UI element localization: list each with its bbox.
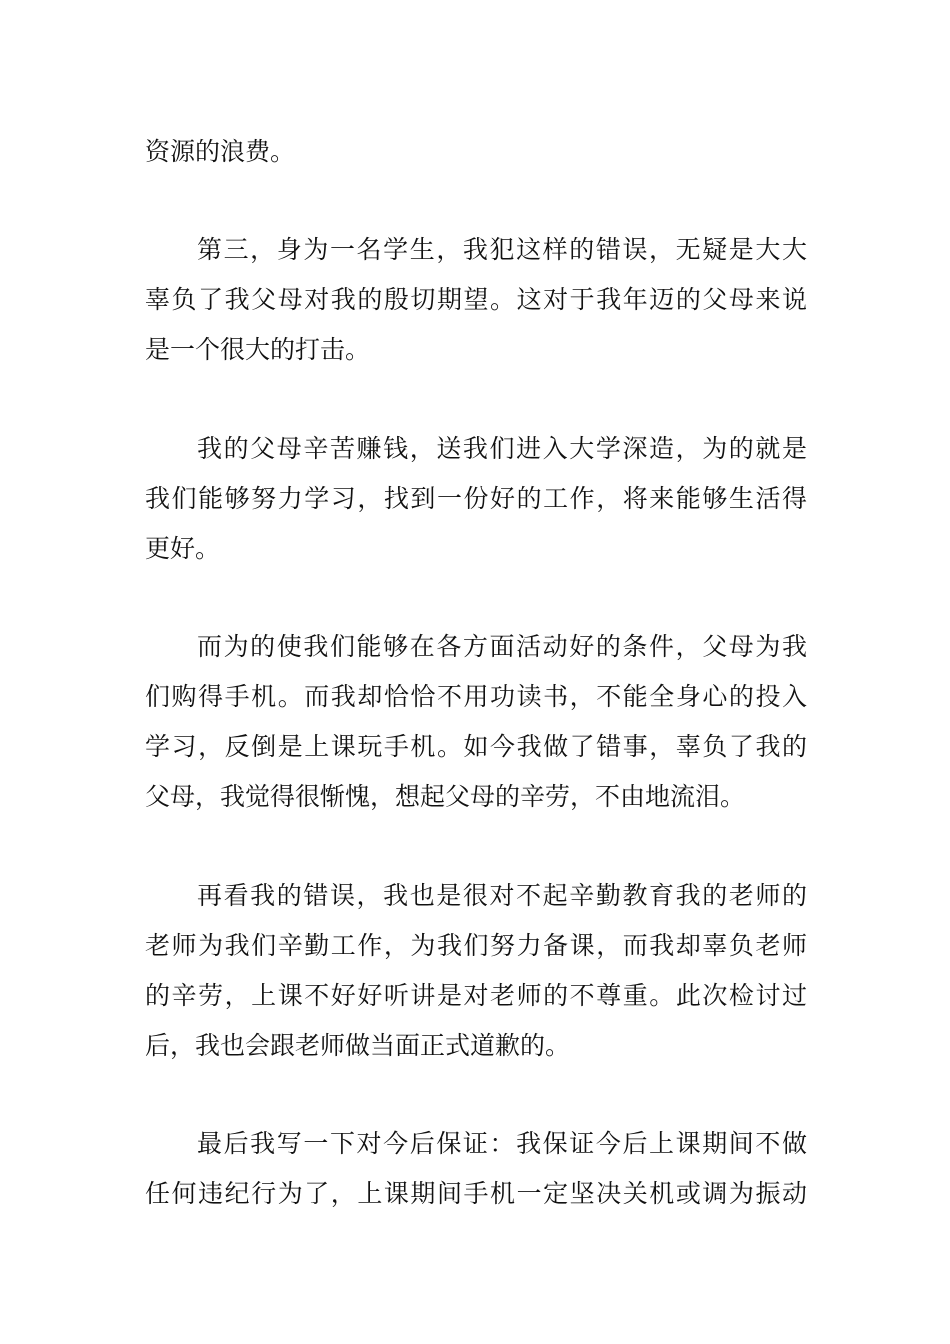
paragraph-5-line-1: 再看我的错误，我也是很对不起辛勤教育我的老师的 [197,881,807,910]
paragraph-2-line-1: 第三，身为一名学生，我犯这样的错误，无疑是大大 [197,235,807,264]
paragraph-5-line-3: 的辛劳，上课不好好听讲是对老师的不尊重。此次检讨过 [145,981,807,1010]
paragraph-6-line-2: 任何违纪行为了，上课期间手机一定坚决关机或调为振动 [145,1179,807,1208]
paragraph-2-line-3: 是一个很大的打击。 [145,335,371,364]
paragraph-4-line-2: 们购得手机。而我却恰恰不用功读书，不能全身心的投入 [145,682,807,711]
paragraph-4-line-1: 而为的使我们能够在各方面活动好的条件，父母为我 [197,632,807,661]
paragraph-4-line-4: 父母，我觉得很惭愧，想起父母的辛劳，不由地流泪。 [145,782,746,811]
paragraph-4-line-3: 学习，反倒是上课玩手机。如今我做了错事，辜负了我的 [145,732,807,761]
paragraph-2-line-2: 辜负了我父母对我的殷切期望。这对于我年迈的父母来说 [145,285,807,314]
paragraph-6-line-1: 最后我写一下对今后保证：我保证今后上课期间不做 [197,1129,807,1158]
paragraph-3-line-3: 更好。 [145,534,221,563]
paragraph-5-line-2: 老师为我们辛勤工作，为我们努力备课，而我却辜负老师 [145,931,807,960]
paragraph-3-line-2: 我们能够努力学习，找到一份好的工作，将来能够生活得 [145,484,807,513]
paragraph-3-line-1: 我的父母辛苦赚钱，送我们进入大学深造，为的就是 [197,434,807,463]
paragraph-1-line-1: 资源的浪费。 [145,137,296,166]
paragraph-5-line-4: 后，我也会跟老师做当面正式道歉的。 [145,1031,571,1060]
